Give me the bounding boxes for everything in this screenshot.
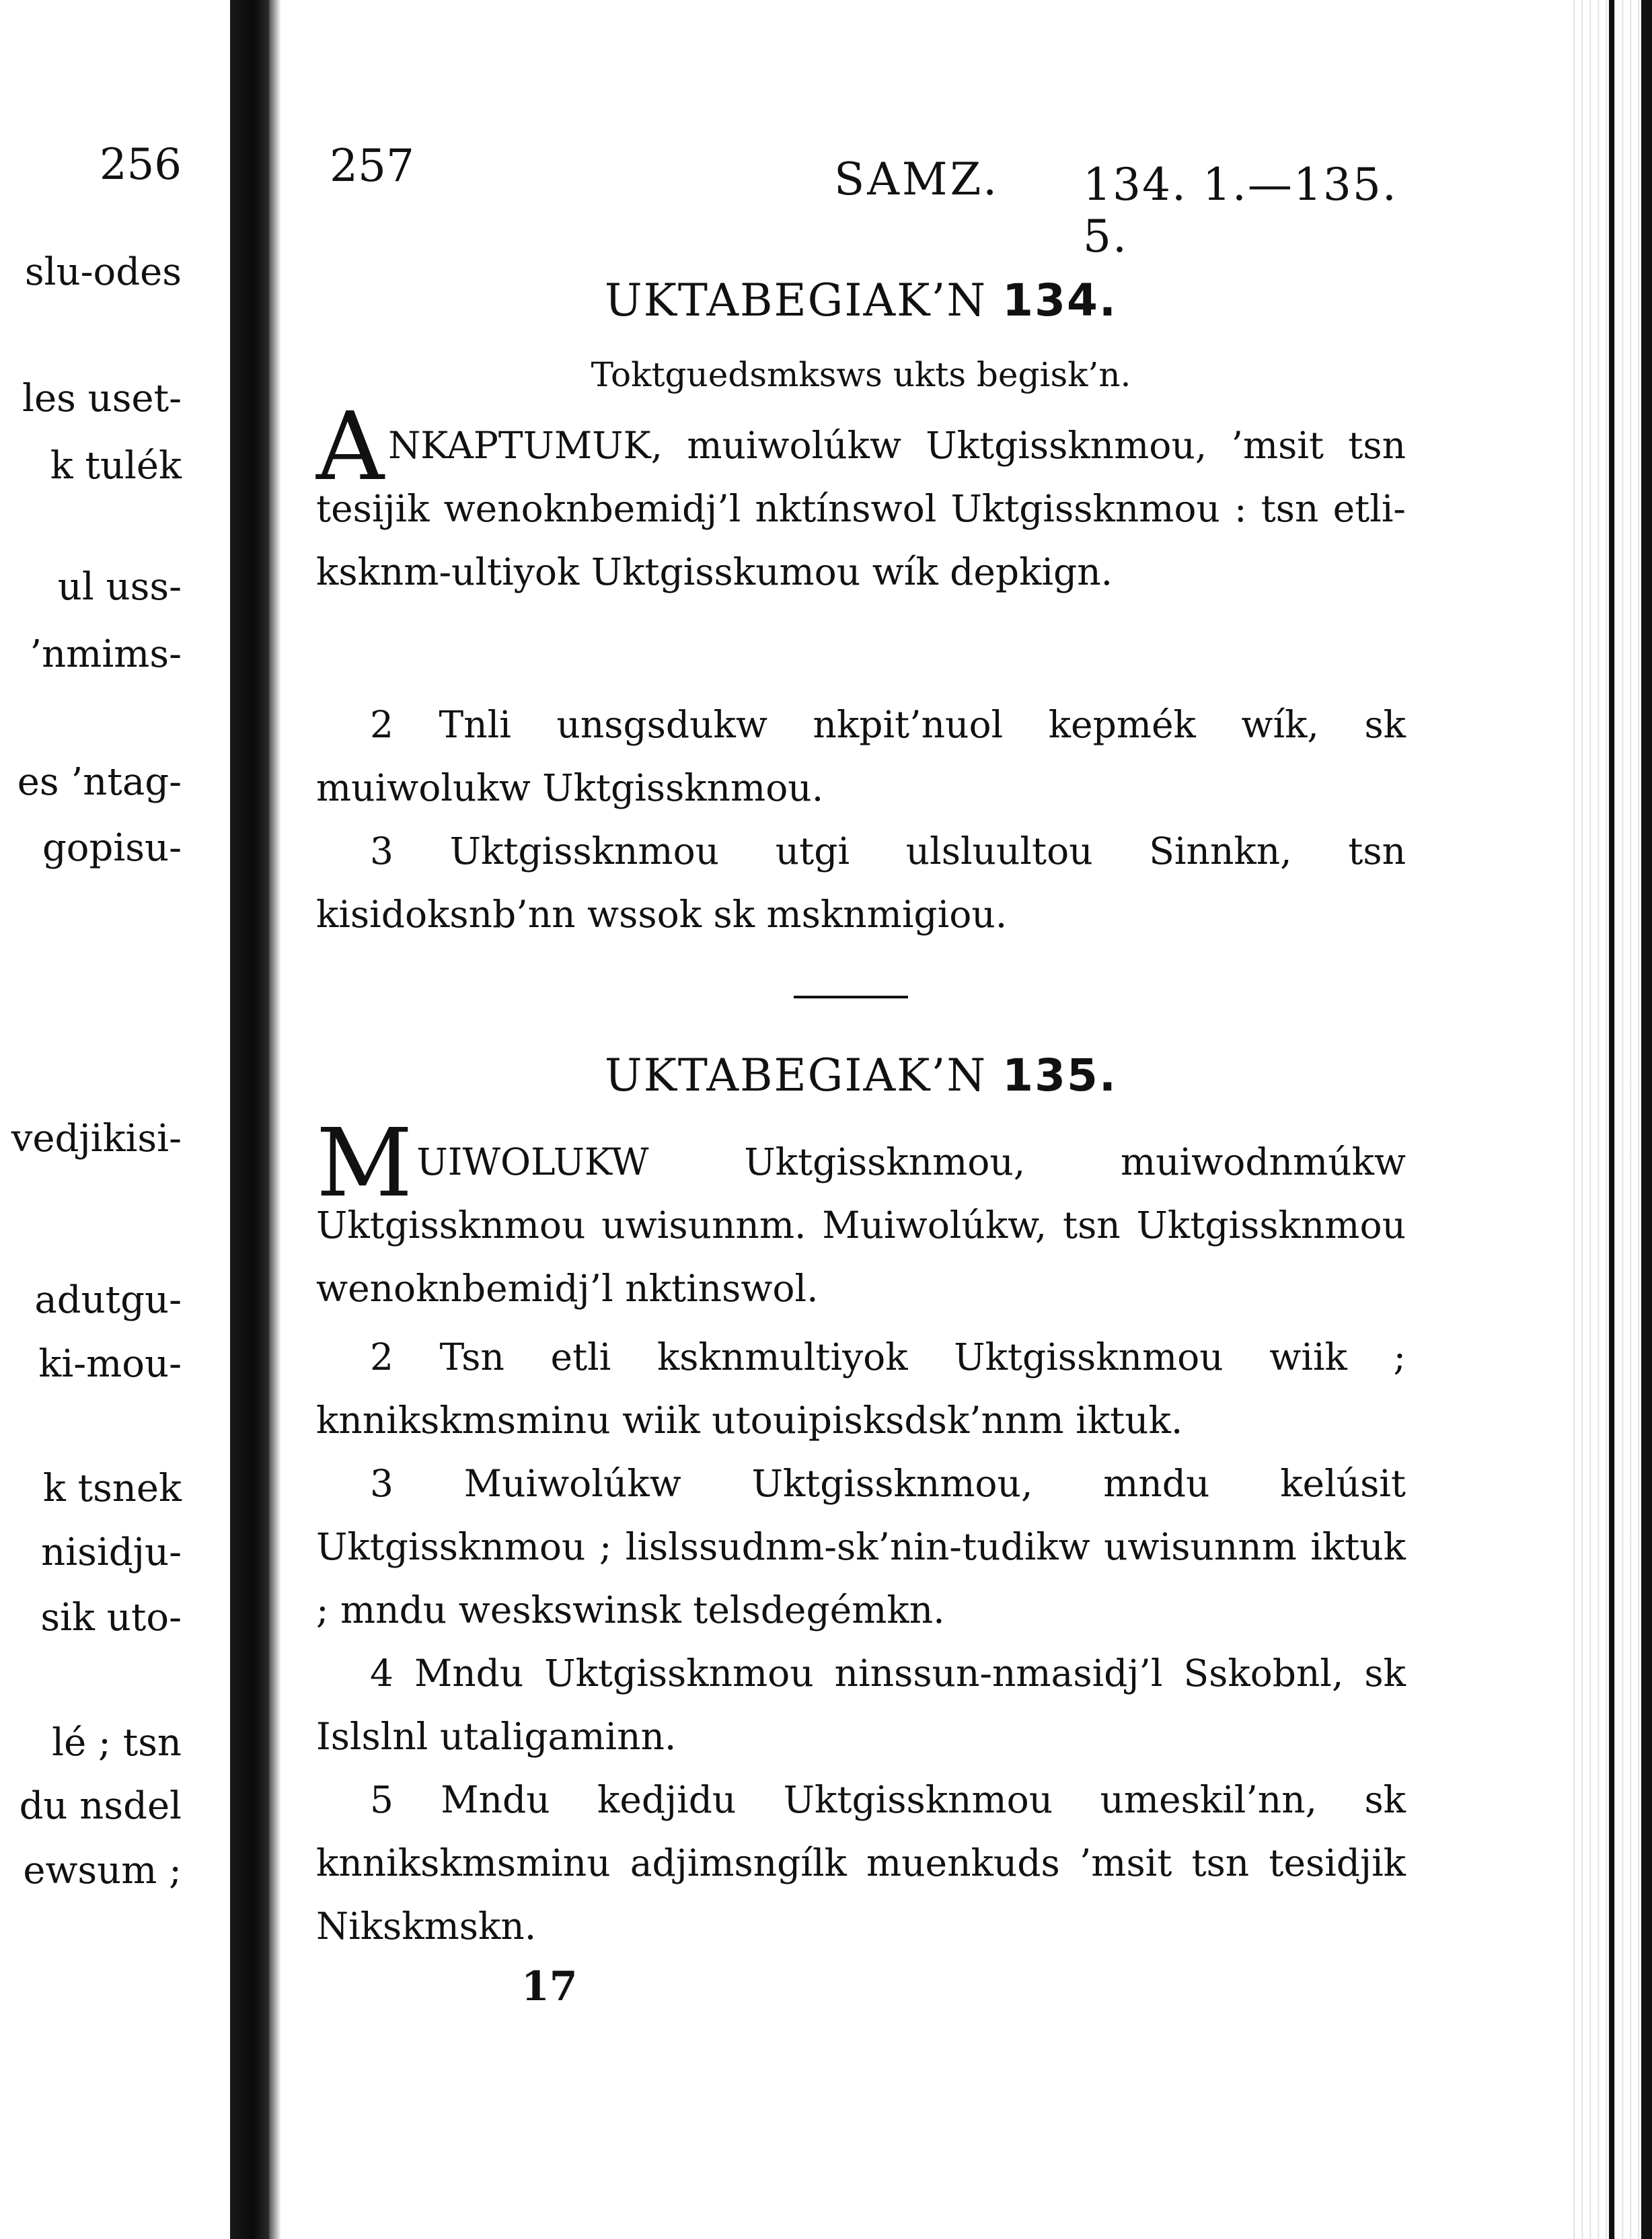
left-line: lé ; tsn — [52, 1721, 182, 1765]
left-line: k tsnek — [42, 1467, 182, 1510]
left-line: adutgu- — [34, 1278, 182, 1322]
left-line: ’nmims- — [30, 632, 182, 676]
verse-range: 134. 1.—135. 5. — [1083, 159, 1398, 262]
psalm-135-verse-1 — [316, 1109, 1406, 1320]
left-line: vedjikisi- — [11, 1117, 182, 1161]
page-edge-border — [1641, 0, 1652, 2239]
drop-cap: M — [316, 1109, 413, 1218]
book-gutter — [230, 0, 269, 2239]
left-line: k tulék — [50, 444, 182, 488]
left-line: les uset- — [22, 377, 182, 420]
gutter-shadow — [269, 0, 281, 2239]
psalm-134-subtitle: Toktguedsmksws ukts begisk’n. — [591, 355, 1131, 394]
previous-page-fragment — [0, 0, 229, 2239]
psalm-title-number: 135. — [1002, 1050, 1117, 1101]
left-line: ki-mou- — [38, 1342, 182, 1386]
psalm-135-verse-3: 3 Muiwolúkw Uktgissknmou, mndu kelúsit Uktgissknmou ; lislssudnm-sk’nin-tudikw uwisunnm iktuk ; mndu weskswinsk telsdegémkn. — [316, 1462, 1406, 1631]
signature-mark: 17 — [521, 1963, 578, 2010]
psalm-134-verse-1 — [316, 392, 1406, 603]
running-head — [330, 140, 1426, 262]
page-edge-line — [1609, 0, 1614, 2239]
psalm-134-title — [296, 274, 1426, 326]
previous-page-number: 256 — [99, 140, 182, 190]
page — [296, 0, 1426, 2239]
book-title: SAMZ. — [834, 153, 1000, 205]
left-line: ul uss- — [57, 565, 182, 609]
left-line: gopisu- — [42, 826, 182, 870]
verse-text: UIWOLUKW Uktgissknmou, muiwodnmúkw Uktgissknmou uwisunnm. Muiwolúkw, tsn Uktgissknmou wenoknbemidj’l nktinswol. — [316, 1140, 1406, 1310]
section-divider — [794, 996, 908, 998]
psalm-title-word: UKTABEGIAK’N — [604, 1050, 987, 1101]
left-line: sik uto- — [40, 1596, 182, 1640]
psalm-135-verse-4: 4 Mndu Uktgissknmou ninssun-nmasidj’l Sskobnl, sk Islslnl utaligaminn. — [316, 1652, 1406, 1758]
psalm-135-verse-5: 5 Mndu kedjidu Uktgissknmou umeskil’nn, sk knnikskmsminu adjimsngílk muenkuds ’msit tsn tesidjik Nikskmskn. — [316, 1778, 1406, 1948]
page-number: 257 — [330, 140, 414, 192]
psalm-134-verse-3: 3 Uktgissknmou utgi ulsluultou Sinnkn, tsn kisidoksnb’nn wssok sk msknmigiou. — [316, 830, 1406, 936]
psalm-135-title — [296, 1050, 1426, 1101]
psalm-title-number: 134. — [1002, 274, 1117, 326]
psalm-135-verse-2: 2 Tsn etli ksknmultiyok Uktgissknmou wiik ; knnikskmsminu wiik utouipisksdsk’nnm iktuk. — [316, 1335, 1406, 1442]
left-line: es ’ntag- — [17, 760, 182, 804]
drop-cap: A — [316, 392, 385, 502]
left-line: nisidju- — [41, 1531, 182, 1574]
left-line: slu-odes — [24, 250, 182, 294]
psalm-title-word: UKTABEGIAK’N — [604, 274, 987, 326]
left-line: du nsdel — [19, 1784, 182, 1828]
psalm-134-verse-2: 2 Tnli unsgsdukw nkpit’nuol kepmék wík, sk muiwolukw Uktgissknmou. — [316, 703, 1406, 809]
verse-text: NKAPTUMUK, muiwolúkw Uktgissknmou, ’msit tsn tesijik wenoknbemidj’l nktínswol Uktgissknmou : tsn etli-ksknm-ultiyok Uktgisskumou wík depkign. — [316, 424, 1406, 593]
left-line: ewsum ; — [23, 1849, 182, 1893]
